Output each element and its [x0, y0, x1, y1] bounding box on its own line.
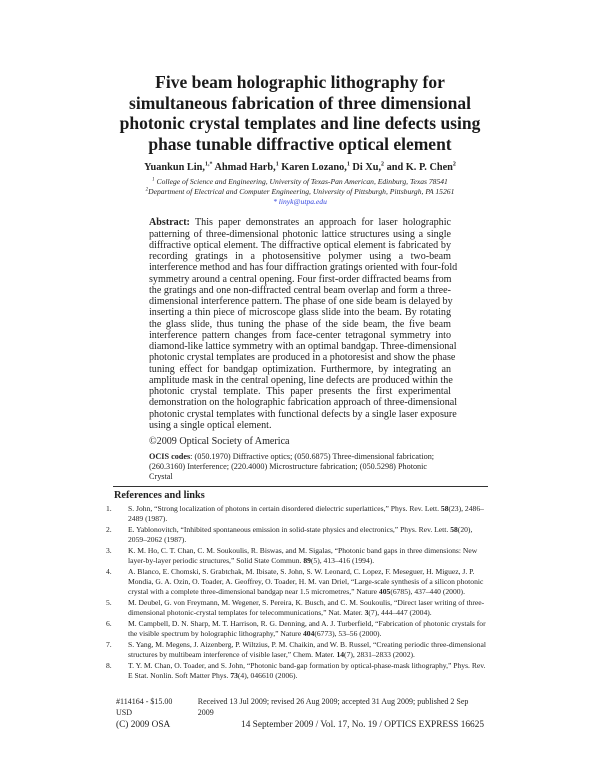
title-line: phase tunable diffractive optical element: [148, 133, 452, 154]
reference-volume: 3: [364, 607, 369, 617]
abstract-text: diffractive optical element. The diffractive optical element is fabricated by: [149, 239, 451, 251]
reference-volume: 89: [303, 555, 311, 565]
reference-number: 5.: [106, 597, 112, 607]
abstract-line: [149, 352, 456, 364]
abstract-text: photonic crystal templates are produced in a photoresist and show the phase: [149, 352, 456, 364]
ocis-label: OCIS codes: [149, 452, 191, 462]
footer-id-price: #114164 - $15.00 USD: [116, 697, 173, 718]
abstract-line: [149, 364, 451, 375]
ocis-codes: [149, 452, 451, 482]
abstract-text: the gratings and one non-diffracted central beam overlap and form a three-: [149, 284, 451, 296]
abstract-text: inserting a thin piece of microscope glass slide into the beam. By rotating: [149, 307, 451, 319]
reference-body: T. Y. M. Chan, O. Toader, and S. John, “Photonic band-gap formation by optical-phase-mask lithography,” Phys. Rev. E Stat. Nonlin. Soft Matter Phys.: [128, 660, 486, 680]
abstract-text: interference pattern changes from face-center tetragonal symmetry into: [149, 329, 451, 341]
copyright: ©2009 Optical Society of America: [149, 436, 290, 448]
abstract-text: recording gratings in a photosensitive polymer using a two-beam: [149, 251, 451, 263]
author-affiliation-mark: 1: [275, 161, 279, 168]
reference-number: 1.: [106, 504, 112, 514]
reference-item: [106, 598, 488, 618]
ocis-text: : (050.1970) Diffractive optics; (050.6875) Three-dimensional fabrication; (260.3160) Interference; (220.4000) Microstructure fabrication; (050.5298) Photonic Crystal: [149, 452, 435, 482]
abstract-text: This paper demonstrates an approach for laser holographic: [189, 217, 451, 229]
abstract-text: interference method and has four diffraction gratings oriented with four-fold: [149, 262, 458, 274]
abstract-line: [149, 217, 451, 228]
reference-item: [106, 567, 488, 596]
footer-journal: 14 September 2009 / Vol. 17, No. 19 / OPTICS EXPRESS 16625: [241, 720, 484, 731]
abstract-line: [149, 262, 458, 274]
reference-text: [128, 546, 488, 566]
reference-body: K. M. Ho, C. T. Chan, C. M. Soukoulis, R. Biswas, and M. Sigalas, “Photonic band gaps in three dimensions: New layer-by-layer periodic structures,” Solid State Commun.: [128, 546, 478, 565]
affiliation-text: College of Science and Engineering, University of Texas-Pan American, Edinburg, Texas 78541: [154, 177, 448, 187]
author-name: and K. P. Chen: [384, 162, 453, 174]
title-line: simultaneous fabrication of three dimensional: [129, 92, 471, 113]
reference-volume: 73: [230, 670, 238, 680]
reference-pages: (6773), 53–56 (2000).: [314, 628, 382, 638]
reference-body: S. Yang, M. Megens, J. Aizenberg, P. Wiltzius, P. M. Chaikin, and W. B. Russel, “Creating periodic three-dimensional structures by multibeam interference of visible laser,” Chem. Mater.: [128, 639, 486, 659]
reference-item: [106, 661, 488, 681]
reference-body: A. Blanco, E. Chomski, S. Grabtchak, M. Ibisate, S. John, S. W. Leonard, C. Lopez, F. Meseguer, H. Miguez, J. P. Mondia, G. A. Ozin, O. Toader, A. Geoffrey, O. Toader, H. M. van Driel, “Large-scale synthesis of a silicon photonic crystal with a complete three-dimensional bandgap near 1.5 micrometres,” Nature: [128, 567, 484, 596]
abstract-text: amplitude mask in the central opening, line defects are produced within the: [149, 374, 453, 386]
reference-volume: 405: [378, 586, 391, 596]
reference-item: [106, 504, 488, 524]
abstract-line: [149, 307, 451, 318]
reference-text: [128, 640, 488, 660]
author-affiliation-mark: 1,*: [204, 161, 213, 168]
author-list: [40, 161, 560, 174]
abstract-line: [149, 296, 451, 307]
reference-text: [128, 567, 488, 596]
abstract-text: diamond-like lattice symmetry with an optimal bandgap. Three-dimensional: [149, 341, 457, 353]
footer-line-2: [116, 719, 484, 731]
abstract-text: patterning of three-dimensional photonic lattice structures using a single: [149, 228, 451, 240]
paper-title: [40, 72, 560, 154]
reference-item: [106, 619, 488, 639]
reference-pages: (6785), 437–440 (2000).: [390, 586, 465, 596]
abstract-text: the glass slide, thus tuning the phase of the side beam, the five beam: [149, 318, 451, 330]
reference-number: 6.: [106, 618, 112, 628]
abstract-line: [149, 285, 451, 296]
affiliation-text: Department of Electrical and Computer Engineering, University of Pittsburgh, Pittsburgh, PA 15261: [148, 187, 455, 197]
abstract-line: [149, 397, 458, 409]
reference-list: [106, 504, 488, 680]
abstract: [149, 217, 458, 431]
reference-volume: 14: [336, 649, 345, 659]
affiliations: [40, 177, 560, 207]
reference-volume: 58: [450, 525, 458, 535]
reference-item: [106, 546, 488, 566]
abstract-text: using a single optical element.: [149, 419, 272, 431]
reference-text: [128, 504, 488, 524]
abstract-text: symmetry around a central opening. Four first-order diffracted beams from: [149, 273, 452, 285]
abstract-line: [149, 229, 451, 240]
affiliation: [40, 187, 560, 197]
abstract-text: photonic crystal templates with functional defects by a single laser exposure: [149, 408, 457, 420]
abstract-line: [149, 386, 451, 397]
reference-pages: (20), 2059–2062 (1987).: [128, 525, 473, 544]
abstract-line: [149, 251, 451, 262]
abstract-line: [149, 240, 451, 251]
abstract-label: Abstract:: [149, 217, 190, 229]
reference-item: [106, 525, 488, 545]
abstract-text: photonic crystal template. This paper presents the first experimental: [149, 386, 451, 398]
reference-body: E. Yablonovitch, “Inhibited spontaneous emission in solid-state physics and electronics,” Phys. Rev. Lett.: [128, 525, 451, 535]
affiliation-mark: 2: [145, 187, 149, 193]
reference-body: S. John, “Strong localization of photons in certain disordered dielectric superlattices,” Phys. Rev. Lett.: [128, 504, 441, 514]
abstract-text: tuning effect for bandgap optimization. Furthermore, by integrating an: [149, 363, 451, 375]
abstract-text: dimensional interference pattern. The phase of one side beam is delayed by: [149, 296, 453, 308]
abstract-line: [149, 319, 451, 330]
footer-line-1: [116, 696, 484, 718]
reference-volume: 404: [302, 628, 315, 638]
corresponding-email[interactable]: * linyk@utpa.edu: [273, 197, 327, 207]
title-line: Five beam holographic lithography for: [155, 72, 445, 92]
author-name: Yuankun Lin,: [144, 162, 205, 174]
reference-text: [128, 598, 488, 618]
affiliation-mark: 1: [152, 177, 155, 183]
affiliation: [40, 177, 560, 187]
abstract-line: [149, 274, 451, 285]
references-heading: References and links: [114, 490, 205, 502]
author-name: Karen Lozano,: [278, 162, 347, 174]
reference-pages: (7), 444–447 (2004).: [368, 607, 432, 617]
author-name: Di Xu,: [349, 162, 382, 174]
section-divider: [113, 486, 488, 487]
title-line: photonic crystal templates and line defects using: [119, 113, 481, 134]
reference-number: 4.: [106, 567, 112, 577]
reference-text: [128, 525, 488, 545]
reference-number: 3.: [106, 546, 112, 556]
abstract-text: demonstration on the holographic fabrication approach of three-dimensional: [149, 397, 458, 409]
footer-history: Received 13 Jul 2009; revised 26 Aug 2009; accepted 31 Aug 2009; published 2 Sep 2009: [197, 697, 469, 718]
author-name: Ahmad Harb,: [212, 162, 276, 174]
author-affiliation-mark: 1: [346, 161, 350, 168]
reference-number: 7.: [106, 639, 112, 649]
reference-pages: (5), 413–416 (1994).: [310, 555, 375, 565]
author-affiliation-mark: 2: [452, 161, 456, 168]
abstract-line: [149, 341, 457, 353]
reference-volume: 58: [440, 504, 449, 514]
footer-osa: (C) 2009 OSA: [116, 720, 171, 731]
reference-pages: (23), 2486–2489 (1987).: [128, 504, 484, 523]
abstract-line: [149, 420, 451, 431]
abstract-line: [149, 408, 457, 420]
reference-text: [128, 619, 488, 639]
reference-number: 8.: [106, 660, 112, 670]
reference-item: [106, 640, 488, 660]
reference-body: M. Campbell, D. N. Sharp, M. T. Harrison, R. G. Denning, and A. J. Turberfield, “Fabrication of photonic crystals for the visible spectrum by holographic lithography,” Nature: [128, 618, 486, 638]
abstract-line: [149, 330, 451, 341]
reference-number: 2.: [106, 525, 112, 535]
author-affiliation-mark: 2: [381, 161, 385, 168]
abstract-line: [149, 375, 451, 386]
reference-body: M. Deubel, G. von Freymann, M. Wegener, S. Pereira, K. Busch, and C. M. Soukoulis, “Direct laser writing of three-dimensional photonic-crystal templates for telecommunications,” Nat. Mater.: [128, 597, 485, 617]
reference-pages: (7), 2831–2833 (2002).: [344, 649, 415, 659]
reference-text: [128, 661, 488, 681]
reference-pages: (4), 046610 (2006).: [237, 670, 298, 680]
